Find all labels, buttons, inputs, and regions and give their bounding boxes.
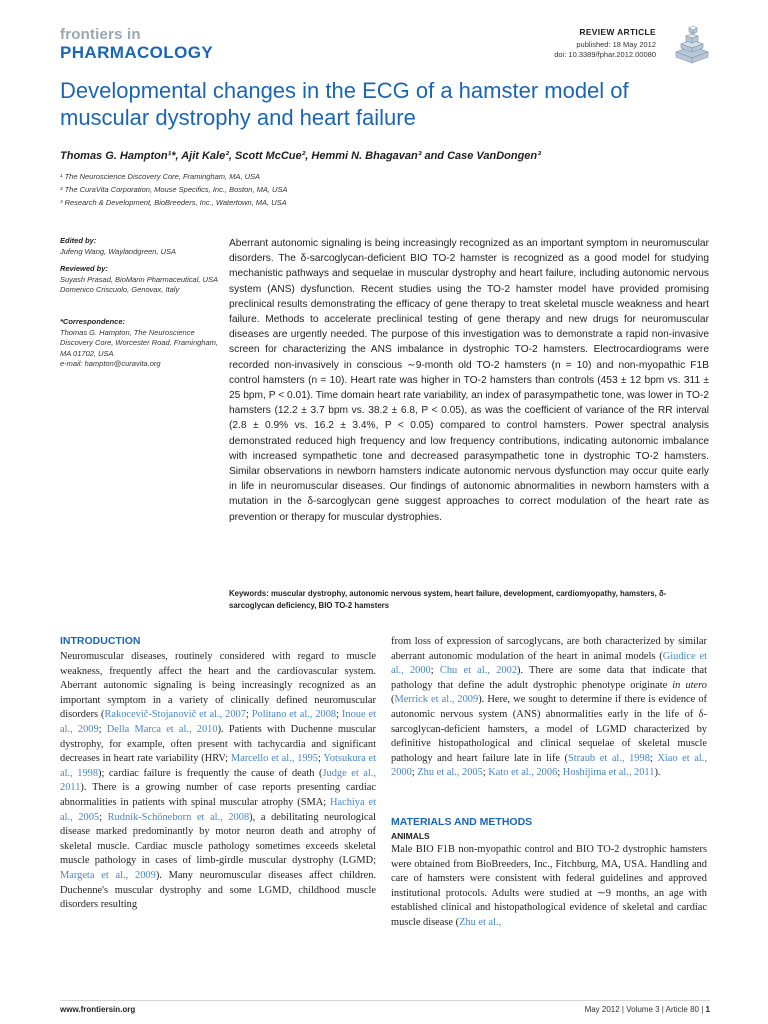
citation-link[interactable]: Politano et al., 2008	[251, 709, 337, 721]
affiliation-2: ² The CuraVita Corporation, Mouse Specifics, Inc., Boston, MA, USA	[60, 185, 288, 194]
body-text: ;	[649, 752, 658, 764]
intro-text: ;	[99, 811, 108, 823]
body-text: ). Here, we sought to determine if there is evidence of autonomic nervous system (ANS) abnormalities early in the life of δ-sarcoglycan-deficient hamsters, a model of LGMD characterized by definitive histopathological and clinical sequelae of skeletal muscle pathology and heart failure late in life (	[391, 694, 707, 764]
body-text: ;	[557, 767, 563, 779]
body-text: ).	[654, 767, 661, 779]
citation-link[interactable]: Giudice et al., 2000	[391, 650, 707, 677]
animals-body	[391, 843, 707, 931]
correspondence-email[interactable]: e-mail: hampton@curavita.org	[60, 359, 161, 368]
citation-link[interactable]: Xiao et al., 2000	[391, 752, 707, 779]
intro-text: Neuromuscular diseases, routinely considered with regard to muscle weakness, frequently affect the heart and the cardiovascular system. Aberrant autonomic signaling is being increasingly recognized as an important symptom in a variety of clinically defined neuromuscular disorders (	[60, 651, 376, 721]
intro-text: ); cardiac failure is frequently the cause of death (	[98, 767, 323, 779]
reviewer-2: Domenico Criscuolo, Genovax, Italy	[60, 285, 180, 294]
body-text: ;	[411, 767, 418, 779]
body-text: ). There are some data that indicate that pathology that define the adult dystrophic phenotype originate	[391, 665, 707, 691]
editor-name: Jufeng Wang, Waylandgreen, USA	[60, 246, 177, 256]
body-text: ;	[430, 665, 440, 677]
affiliation-3: ³ Research & Development, BioBreeders, Inc., Watertown, MA, USA	[60, 198, 287, 207]
affiliation-1: ¹ The Neuroscience Discovery Core, Framingham, MA, USA	[60, 172, 261, 181]
intro-text: ;	[98, 723, 107, 735]
citation-link[interactable]: Rudnik-Schöneborn et al., 2008	[107, 811, 250, 823]
journal-brand-name: PHARMACOLOGY	[60, 43, 214, 62]
body-text: from loss of expression of sarcoglycans, are both characterized by similar aberrant autonomic modulation of the heart in animal models (	[391, 636, 707, 662]
intro-text: ;	[317, 753, 324, 765]
abstract-text: Aberrant autonomic signaling is being increasingly recognized as an important symptom in neuromuscular disorders. The δ-sarcoglycan-deficient BIO TO-2 hamster is recognized as a good model for studying mechanistic pathways and sequelae in muscular dystrophy and heart failure, including autonomic nervous system (ANS) dysfunction. Recent studies using the TO-2 hamster model have provided promising preclinical results demonstrating the efficacy of gene therapy to treat skeletal muscle weakness and heart failure. Methods to accelerate preclinical testing of gene therapy and new drugs for neuromuscular diseases are urgently needed. The purpose of this investigation was to demonstrate a rapid non-invasive screen for characterizing the ANS imbalance in dystrophic TO-2 hamsters. Electrocardiograms were recorded non-invasively in conscious ∼9-month old TO-2 hamsters (n = 10) and non-myopathic F1B control hamsters (n = 10). Heart rate was higher in TO-2 hamsters than controls (453 ± 12 bpm vs. 311 ± 25 bpm, P < 0.01). Time domain heart rate variability, an index of parasympathetic tone, was lower in TO-2 hamsters (12.2 ± 3.7 bpm vs. 38.2 ± 6.8, P < 0.05), as was the coefficient of variance of the RR interval (2.8 ± 0.9% vs. 16.2 ± 3.4%, P < 0.05) compared to control hamsters. Power spectral analysis demonstrated reduced high frequency and low frequency contributions, indicating autonomic imbalance with increased sympathetic tone and decreased parasympathetic tone in dystrophic TO-2 hamsters. Similar observations in newborn hamsters indicate autonomic nervous dysfunction may occur quite early in life in neuromuscular diseases. Our findings of autonomic abnormalities in newborn hamsters with a mutation in the δ-sarcoglycan gene suggest approaches to correct modulation of the heart rate as prevention or therapy for muscular dystrophies.	[229, 238, 709, 523]
footer-divider	[60, 1000, 710, 1001]
abstract	[229, 236, 709, 525]
keywords: Keywords: muscular dystrophy, autonomic nervous system, heart failure, development, cardiomyopathy, hamsters, δ-sarcoglycan deficiency, BIO TO-2 hamsters	[229, 589, 667, 610]
materials-methods-heading: MATERIALS AND METHODS	[391, 816, 533, 828]
issue-info	[585, 1005, 710, 1014]
reviewed-label: Reviewed by:	[60, 264, 108, 273]
intro-text: ). Many neuromuscular diseases affect children. Duchenne's muscular dystrophy and some LGMD, childhood muscle disorders resulting	[60, 869, 376, 911]
journal-url[interactable]: www.frontiersin.org	[60, 1005, 136, 1014]
intro-text: ;	[336, 709, 342, 721]
journal-brand-top: frontiers in	[60, 26, 141, 43]
citation-link[interactable]: Hoshijima et al., 2011	[562, 767, 655, 779]
intro-text: ), a debilitating neurological disease marked predominantly by motor neuron death and atrophy of skeletal muscle. Cardiac muscle pathology sometimes exceeds skeletal muscle pathology in cases of limb-girdle muscular dystrophy (LGMD;	[60, 811, 376, 867]
citation-link[interactable]: Rakocevič-Stojanovič et al., 2007	[104, 709, 246, 721]
body-text: ;	[482, 767, 489, 779]
animals-heading: ANIMALS	[391, 831, 430, 841]
article-type: REVIEW ARTICLE	[579, 27, 656, 37]
citation-link[interactable]: Marcello et al., 1995	[230, 753, 318, 765]
body-italic: in utero	[672, 679, 707, 691]
citation-link[interactable]: Inoue et al., 2009	[60, 709, 376, 735]
citation-link[interactable]: Zhu et al.,	[459, 916, 502, 928]
doi: doi: 10.3389/fphar.2012.00080	[554, 50, 656, 59]
body-text: (	[391, 694, 395, 706]
author-list: Thomas G. Hampton¹*, Ajit Kale², Scott McCue², Hemmi N. Bhagavan³ and Case VanDongen³	[60, 150, 541, 162]
page-number: 1	[705, 1005, 710, 1014]
article-title: Developmental changes in the ECG of a hamster model of muscular dystrophy and heart failure	[60, 78, 629, 130]
edited-by	[60, 236, 220, 257]
intro-text: ;	[245, 709, 252, 721]
right-column-body	[391, 635, 707, 781]
correspondence	[60, 317, 220, 370]
citation-link[interactable]: Chu et al., 2002	[439, 665, 518, 677]
reviewer-1: Suyash Prasad, BioMarin Pharmaceutical, USA	[60, 274, 218, 284]
stacked-blocks-icon	[672, 22, 712, 64]
introduction-body	[60, 650, 376, 913]
citation-link[interactable]: Straub et al., 1998	[568, 752, 650, 764]
correspondence-address: Thomas G. Hampton, The Neuroscience Discovery Core, Worcester Road, Framingham, MA 01702, USA.	[60, 327, 218, 358]
reviewed-by	[60, 264, 220, 296]
citation-link[interactable]: Merrick et al., 2009	[394, 694, 479, 706]
intro-text: ). There is a growing number of case reports presenting cardiac abnormalities in patients with spinal muscular atrophy (SMA;	[60, 782, 376, 808]
citation-link[interactable]: Yotsukura et al., 1998	[60, 753, 376, 779]
issue-text: May 2012 | Volume 3 | Article 80 |	[584, 1005, 704, 1014]
citation-link[interactable]: Della Marca et al., 2010	[106, 723, 218, 735]
intro-text: ). Patients with Duchenne muscular dystrophy, for example, often present with tachycardia and significant decreases in heart rate variability (HRV;	[60, 723, 376, 765]
citation-link[interactable]: Hachiya et al., 2005	[60, 796, 376, 823]
citation-link[interactable]: Judge et al., 2011	[60, 767, 376, 794]
citation-link[interactable]: Zhu et al., 2005	[417, 767, 483, 779]
correspondence-label: *Correspondence:	[60, 317, 126, 326]
body-text: Male BIO F1B non-myopathic control and BIO TO-2 dystrophic hamsters were obtained from BioBreeders, Inc., Fitchburg, MA, USA. Handling and care of hamsters were consistent with federal guidelines and approved institutional protocols. Adults were studied at ∼9 months, an age with established clinical and histopathological evidence of skeletal and cardiac muscle disease (	[391, 844, 707, 928]
edited-label: Edited by:	[60, 236, 97, 245]
citation-link[interactable]: Margeta et al., 2009	[60, 869, 156, 881]
published-date: published: 18 May 2012	[576, 40, 656, 49]
citation-link[interactable]: Kato et al., 2006	[488, 767, 558, 779]
introduction-heading: INTRODUCTION	[60, 635, 141, 647]
